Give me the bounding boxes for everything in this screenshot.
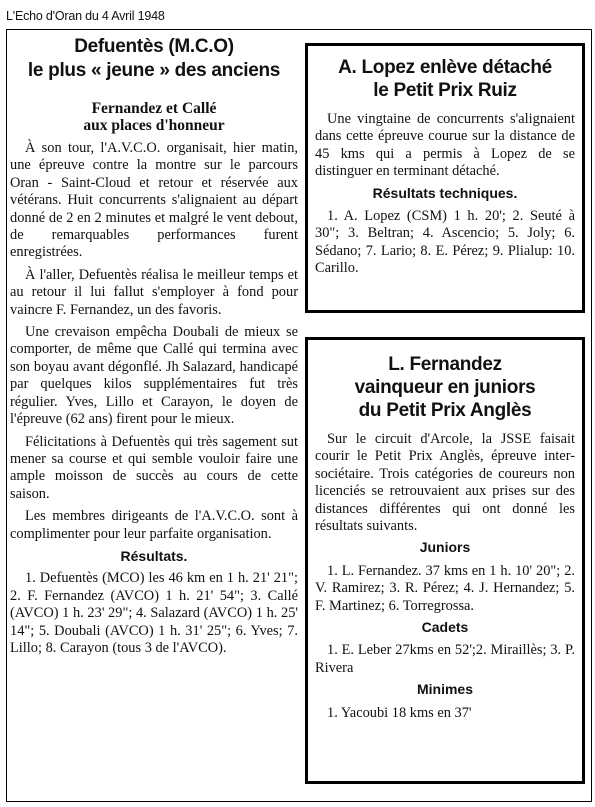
masthead: L'Echo d'Oran du 4 Avril 1948 <box>6 9 165 23</box>
juniors-results: 1. L. Fernandez. 37 kms en 1 h. 10' 20"; 2. V. Ramirez; 3. R. Pérez; 4. J. Hernandez; 5. F. Martinez; 6. Torregrossa. <box>315 562 575 614</box>
article-subtitle-line1: Fernandez et Callé <box>91 100 217 117</box>
fernandez-article-box <box>305 337 585 784</box>
box2-title-line1: L. Fernandez <box>388 354 502 375</box>
box1-title <box>315 56 575 102</box>
box1-paragraph: Une vingtaine de concurrents s'alignaient dans cette épreuve courue sur la distance de 45 kms qui a permis à Lopez de se distinguer en terminant détaché. <box>315 111 575 180</box>
article-paragraph: Félicitations à Defuentès qui très sagement sut mener sa course et qui semble vouloir faire une ample moisson de succès au cours de cette saison. <box>10 433 298 502</box>
box1-title-line1: A. Lopez enlève détaché <box>338 57 552 78</box>
article-subtitle-line2: aux places d'honneur <box>83 117 225 134</box>
box1-results-text: 1. A. Lopez (CSM) 1 h. 20'; 2. Seuté à 30"; 3. Beltran; 4. Ascencio; 5. Joly; 6. Sédano; 7. Lario; 8. E. Pérez; 9. Plialup: 10. Carillo. <box>315 208 575 277</box>
lopez-article-box <box>305 43 585 313</box>
article-paragraph: À son tour, l'A.V.C.O. organisait, hier matin, une épreuve contre la montre sur le parcours Oran - Saint-Cloud et retour et réservée aux vétérans. Huit concurrents s'alignaient au départ donné de 2 en 2 minutes et malgré le vent debout, de remarquables performances furent enregistrées. <box>10 140 298 261</box>
box2-paragraph: Sur le circuit d'Arcole, la JSSE faisait courir le Petit Prix Anglès, épreuve inter-sociétaire. Trois catégories de coureurs non licenciés se retrouvaient aux prises sur des distances différentes qui ont donné les résultats suivants. <box>315 431 575 535</box>
minimes-results: 1. Yacoubi 18 kms en 37' <box>327 704 472 721</box>
results-label: Résultats. <box>120 547 188 564</box>
cadets-results: 1. E. Leber 27kms en 52';2. Miraillès; 3. P. Rivera <box>315 642 575 676</box>
article-title-line2: le plus « jeune » des anciens <box>27 60 281 81</box>
cadets-label: Cadets <box>421 619 469 636</box>
article-paragraph: Les membres dirigeants de l'A.V.C.O. sont à complimenter pour leur parfaite organisation. <box>10 508 298 542</box>
box2-title-line3: du Petit Prix Anglès <box>358 400 532 421</box>
box2-title <box>315 353 575 422</box>
box1-results-label: Résultats techniques. <box>372 184 518 201</box>
minimes-label: Minimes <box>416 681 473 698</box>
box2-title-line2: vainqueur en juniors <box>354 377 536 398</box>
left-article <box>10 32 298 662</box>
article-title-line1: Defuentès (M.C.O) <box>74 36 234 57</box>
juniors-label: Juniors <box>419 539 471 556</box>
article-paragraph: À l'aller, Defuentès réalisa le meilleur temps et au retour il lui fallut s'employer à fond pour vaincre F. Fernandez, un des favoris. <box>10 266 298 318</box>
article-paragraph: Une crevaison empêcha Doubali de mieux se comporter, de même que Callé qui termina avec son boyau avant dégonflé. Jh Salazard, handicapé par quelques kilos supplémentaires fut très régulier. Yves, Lillo et Carayon, le doyen de l'épreuve (62 ans) firent pour le mieux. <box>10 324 298 428</box>
results-text: 1. Defuentès (MCO) les 46 km en 1 h. 21' 21"; 2. F. Fernandez (AVCO) 1 h. 21' 54"; 3. Callé (AVCO) 1 h. 23' 29"; 4. Salazard (AVCO) 1 h. 25' 14"; 5. Doubali (AVCO) 1 h. 31' 25"; 6. Yves; 7. Lillo; 8. Carayon (tous 3 de l'AVCO). <box>10 570 298 656</box>
box1-title-line2: le Petit Prix Ruiz <box>373 80 517 101</box>
